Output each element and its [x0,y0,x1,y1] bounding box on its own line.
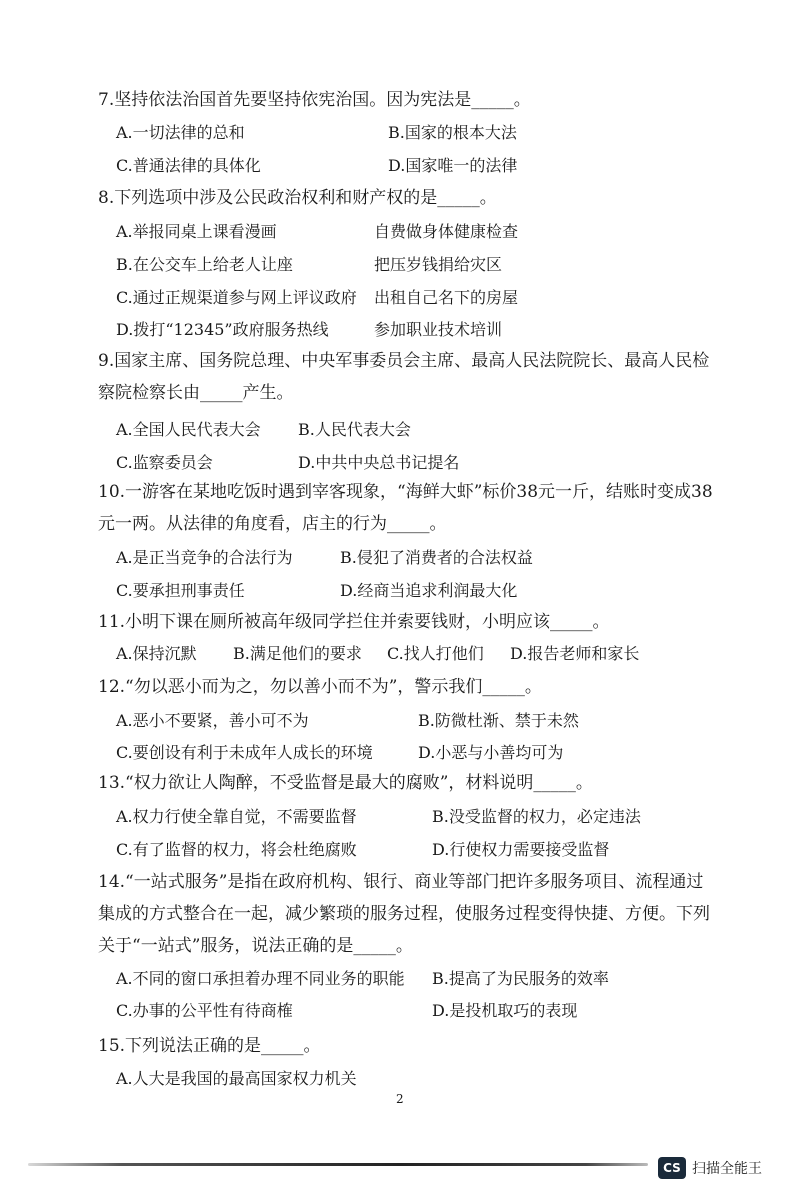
scan-edge-line [28,1163,648,1166]
question-7: 7.坚持依法治国首先要坚持依宪治国。因为宪法是_____。 [98,90,531,110]
scanner-watermark [658,1155,762,1181]
option-b: B.满足他们的要求 [233,644,362,663]
option-c: C.普通法律的具体化 [116,156,261,175]
option-a: A.保持沉默 [116,644,197,663]
option-b-extra: 把压岁钱捐给灾区 [374,255,503,274]
option-c: C.找人打他们 [387,644,484,663]
option-b: B.人民代表大会 [298,420,411,439]
question-13: 13.“权力欲让人陶醉，不受监督是最大的腐败”，材料说明_____。 [98,773,593,793]
watermark-label: 扫描全能王 [692,1161,762,1177]
option-c-extra: 出租自己名下的房屋 [374,288,519,307]
option-a: A.权力行使全靠自觉，不需要监督 [116,807,357,826]
option-b: B.国家的根本大法 [388,123,517,142]
question-11: 11.小明下课在厕所被高年级同学拦住并索要钱财，小明应该_____。 [98,612,610,632]
option-d: D.报告老师和家长 [510,644,640,663]
option-b: B.侵犯了消费者的合法权益 [340,548,533,567]
camscanner-logo-icon: CS [658,1157,686,1179]
question-14: 14.“一站式服务”是指在政府机构、银行、商业等部门把许多服务项目、流程通过集成的方式整合在一起，减少繁琐的服务过程，使服务过程变得快捷、方便。下列关于“一站式”服务，说法正确的是_____。 [98,872,710,956]
option-c: C.办事的公平性有待商榷 [116,1001,293,1020]
option-d: D.中共中央总书记提名 [298,453,460,472]
question-10: 10.一游客在某地吃饭时遇到宰客现象，“海鲜大虾”标价38元一斤，结账时变成38元一两。从法律的角度看，店主的行为_____。 [98,482,713,534]
option-d: D.行使权力需要接受监督 [432,840,610,859]
option-d-extra: 参加职业技术培训 [374,320,503,339]
option-a: A.全国人民代表大会 [116,420,261,439]
option-c: C.有了监督的权力，将会杜绝腐败 [116,840,357,859]
question-9: 9.国家主席、国务院总理、中央军事委员会主席、最高人民法院院长、最高人民检察院检察长由_____产生。 [98,351,710,403]
option-a: A.恶小不要紧，善小可不为 [116,711,309,730]
option-a: A.不同的窗口承担着办理不同业务的职能 [116,969,405,988]
option-b: B.提高了为民服务的效率 [432,969,609,988]
option-b: B.防微杜渐、禁于未然 [418,711,579,730]
option-d: D.经商当追求利润最大化 [340,581,518,600]
option-c: C.监察委员会 [116,453,213,472]
page-number: 2 [396,1092,404,1106]
option-c: C.通过正规渠道参与网上评议政府 [116,288,357,307]
option-a: A.一切法律的总和 [116,123,245,142]
question-15: 15.下列说法正确的是_____。 [98,1036,321,1056]
option-a: A.举报同桌上课看漫画 [116,222,277,241]
option-d: D.是投机取巧的表现 [432,1001,578,1020]
option-d: D.拨打“12345”政府服务热线 [116,320,329,339]
option-a: A.是正当竞争的合法行为 [116,548,293,567]
option-b: B.没受监督的权力，必定违法 [432,807,641,826]
option-a: A.人大是我国的最高国家权力机关 [116,1069,357,1088]
question-12: 12.“勿以恶小而为之，勿以善小而不为”，警示我们_____。 [98,677,542,697]
option-a-extra: 自费做身体健康检查 [374,222,519,241]
option-c: C.要创设有利于未成年人成长的环境 [116,743,373,762]
option-b: B.在公交车上给老人让座 [116,255,293,274]
option-d: D.小恶与小善均可为 [418,743,564,762]
question-8: 8.下列选项中涉及公民政治权利和财产权的是_____。 [98,188,497,208]
option-c: C.要承担刑事责任 [116,581,245,600]
option-d: D.国家唯一的法律 [388,156,518,175]
